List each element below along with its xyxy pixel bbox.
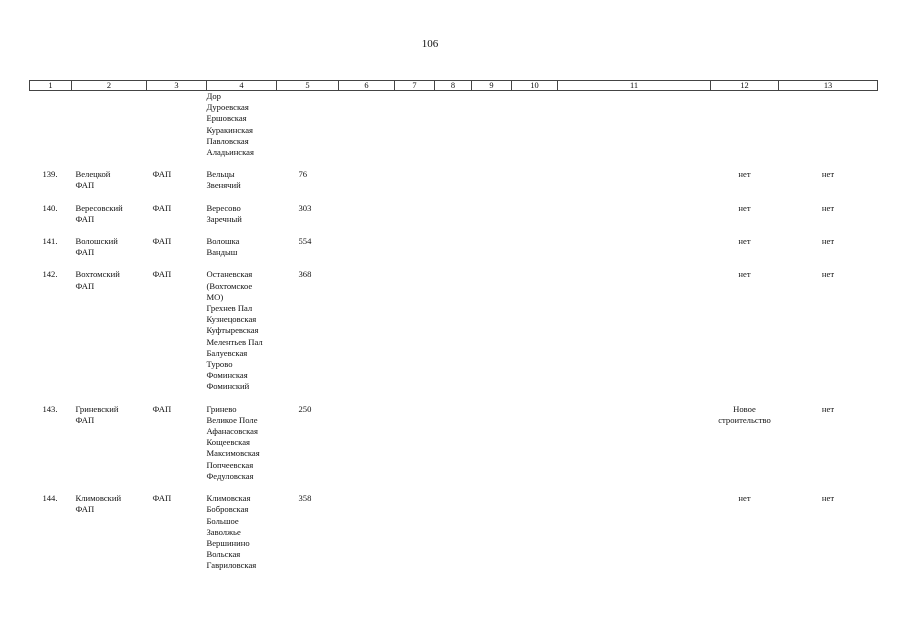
population: 554 <box>298 236 312 247</box>
facility-name-line: ФАП <box>75 280 95 291</box>
facility-name <box>72 169 147 202</box>
settlement: Грехнев Пал <box>206 303 253 314</box>
column-header: 10 <box>512 81 558 91</box>
settlement: Заволжье <box>206 526 241 537</box>
column-header: 9 <box>472 81 512 91</box>
facility-name-line: ФАП <box>75 213 95 224</box>
table-header-row <box>30 81 878 91</box>
facility-name-line: ФАП <box>75 180 95 191</box>
settlement: Максимовская <box>206 448 260 459</box>
column-header: 6 <box>339 81 395 91</box>
col12-line: нет <box>738 169 751 180</box>
col12-value <box>711 404 779 493</box>
col12-value <box>711 236 779 269</box>
settlement: Турово <box>206 359 233 370</box>
settlement: Заречный <box>206 213 242 224</box>
row-number: 143. <box>42 403 58 414</box>
col12-line: нет <box>738 236 751 247</box>
facility-name-line: Климовский <box>75 493 122 504</box>
facility-name-line: Вересовский <box>75 202 123 213</box>
facility-name-line: ФАП <box>75 247 95 258</box>
table-row <box>30 493 878 571</box>
continuation-row <box>30 91 878 170</box>
settlement: Афанасовская <box>206 426 258 437</box>
col12-value <box>711 169 779 202</box>
row-number: 139. <box>42 169 58 180</box>
settlement: (Вохтомское <box>206 280 253 291</box>
facility-type: ФАП <box>152 202 172 213</box>
settlement: Ершовская <box>206 113 247 124</box>
table-row <box>30 203 878 236</box>
population: 250 <box>298 403 312 414</box>
col13-value: нет <box>821 269 835 280</box>
facility-name <box>72 269 147 403</box>
column-header: 12 <box>711 81 779 91</box>
settlement: Гринево <box>206 403 237 414</box>
col12-line: нет <box>738 269 751 280</box>
column-header: 2 <box>72 81 147 91</box>
population: 368 <box>298 269 312 280</box>
settlements-cell <box>207 404 277 493</box>
settlements-cell <box>207 91 277 170</box>
population: 76 <box>298 169 308 180</box>
settlement: Аладьинская <box>206 147 254 158</box>
col13-value: нет <box>821 493 835 504</box>
row-number: 141. <box>42 236 58 247</box>
facility-name-line: ФАП <box>75 504 95 515</box>
col12-line: нет <box>738 202 751 213</box>
settlement: Бобровская <box>206 504 249 515</box>
settlement: Попчеевская <box>206 459 254 470</box>
settlement: Мелентьев Пал <box>206 336 263 347</box>
col12-line: нет <box>738 493 751 504</box>
settlement: Вершинино <box>206 537 250 548</box>
settlements-cell <box>207 169 277 202</box>
facility-type: ФАП <box>152 236 172 247</box>
settlement: Федуловская <box>206 470 254 481</box>
settlement: Вольская <box>206 549 241 560</box>
settlement: Большое <box>206 515 239 526</box>
settlement: Вересово <box>206 202 241 213</box>
column-header: 3 <box>147 81 207 91</box>
settlement: Гавриловская <box>206 560 257 571</box>
facility-type: ФАП <box>152 493 172 504</box>
settlement: Дуроевская <box>206 102 249 113</box>
settlement: Климовская <box>206 493 251 504</box>
settlement: Вандыш <box>206 247 238 258</box>
col12-line: Новое <box>733 403 756 414</box>
settlement: Великое Поле <box>206 414 258 425</box>
row-number: 140. <box>42 202 58 213</box>
facility-type: ФАП <box>152 403 172 414</box>
col13-value: нет <box>821 169 835 180</box>
row-number: 144. <box>42 493 58 504</box>
col12-value <box>711 493 779 571</box>
column-header: 1 <box>30 81 72 91</box>
settlement: Куфтыревская <box>206 325 259 336</box>
settlement: Кузнецовская <box>206 314 257 325</box>
col13-value: нет <box>821 403 835 414</box>
col13-value: нет <box>821 202 835 213</box>
column-header: 7 <box>395 81 435 91</box>
population: 358 <box>298 493 312 504</box>
settlement: МО) <box>206 291 224 302</box>
table-row <box>30 169 878 202</box>
settlements-cell <box>207 236 277 269</box>
facility-name <box>72 203 147 236</box>
settlement: Павловская <box>206 135 249 146</box>
facility-name <box>72 493 147 571</box>
table-row <box>30 236 878 269</box>
facilities-table <box>29 80 878 572</box>
column-header: 8 <box>435 81 472 91</box>
settlement: Дор <box>206 91 221 101</box>
table-row <box>30 269 878 403</box>
col12-value <box>711 203 779 236</box>
settlement: Фоминский <box>206 381 250 392</box>
column-header: 13 <box>779 81 878 91</box>
column-header: 11 <box>558 81 711 91</box>
col12-value <box>711 269 779 403</box>
col12-line: строительство <box>718 414 771 425</box>
settlements-cell <box>207 269 277 403</box>
population: 303 <box>298 202 312 213</box>
row-number: 142. <box>42 269 58 280</box>
facility-name-line: Вохтомский <box>75 269 120 280</box>
settlement: Балуевская <box>206 347 248 358</box>
settlement: Фоминская <box>206 370 248 381</box>
facility-name <box>72 236 147 269</box>
settlements-cell <box>207 493 277 571</box>
settlement: Вельцы <box>206 169 235 180</box>
settlement: Звенячий <box>206 180 241 191</box>
page-number: 106 <box>421 38 439 50</box>
facility-type: ФАП <box>152 269 172 280</box>
facility-name-line: Гриневский <box>75 403 119 414</box>
facility-name-line: Велецкой <box>75 169 111 180</box>
facility-name <box>72 404 147 493</box>
facility-type: ФАП <box>152 169 172 180</box>
table-row <box>30 404 878 493</box>
settlement: Куракинская <box>206 124 253 135</box>
column-header: 4 <box>207 81 277 91</box>
settlement: Кощеевская <box>206 437 250 448</box>
facility-name-line: ФАП <box>75 414 95 425</box>
column-header: 5 <box>277 81 339 91</box>
col13-value: нет <box>821 236 835 247</box>
settlement: Волошка <box>206 236 240 247</box>
facility-name-line: Волошский <box>75 236 118 247</box>
settlement: Останевская <box>206 269 253 280</box>
settlements-cell <box>207 203 277 236</box>
